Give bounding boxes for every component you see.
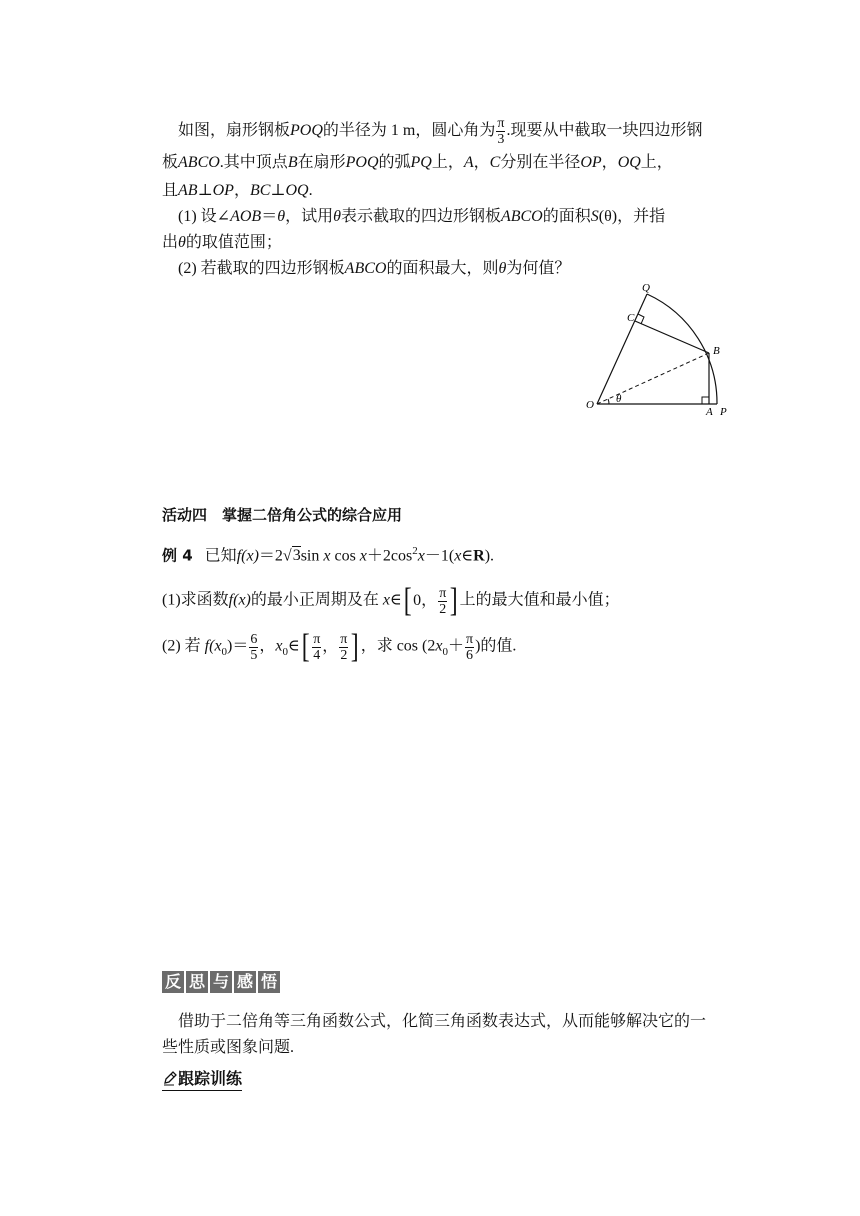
text: BC⊥OQ: [249, 182, 309, 199]
text: ∈: [461, 547, 474, 565]
segment-bc: [635, 321, 709, 353]
example-label: 例 4: [162, 546, 193, 565]
text: ABCO: [500, 208, 543, 225]
text: θ: [277, 208, 286, 225]
text: A: [463, 154, 474, 171]
den: 2: [340, 647, 348, 663]
text: 表示截取的四边形钢板: [340, 208, 501, 225]
text: 分别在半径: [500, 154, 581, 171]
reflection-line-2: [162, 1037, 732, 1059]
text: f(x): [236, 547, 259, 565]
text: AOB: [230, 208, 262, 225]
tag-char: 悟: [258, 971, 280, 993]
label-p: P: [720, 406, 727, 418]
text: ，: [601, 154, 618, 171]
text: 为何值？: [506, 260, 571, 277]
text: 的取值范围；: [185, 234, 282, 251]
pencil-icon: [162, 1070, 178, 1086]
fraction: [249, 632, 258, 663]
text: )的值.: [475, 637, 517, 655]
text: (2) 若截取的四边形钢板: [178, 260, 345, 277]
tag-char: 与: [210, 971, 232, 993]
example4-part1: [162, 584, 732, 618]
radius-oq: [597, 294, 647, 404]
text: B: [287, 154, 298, 171]
text: 上，: [640, 154, 673, 171]
text: x: [417, 547, 425, 565]
text: x: [275, 637, 283, 655]
text: 已知: [204, 547, 237, 565]
text: ∈: [390, 591, 402, 609]
text: (1)求函数: [162, 591, 229, 609]
text: ，: [233, 182, 250, 199]
text: 的面积最大，则: [386, 260, 499, 277]
text: sin: [300, 547, 320, 565]
interval: [ $\frac{\pi}{4}$ ， $\frac{\pi}{2}$ ]: [301, 628, 359, 665]
text: θ: [498, 260, 507, 277]
text: (1) 设∠: [178, 208, 231, 225]
text: x: [435, 637, 443, 655]
part1-line-1: [162, 206, 732, 228]
text: 借助于二倍角等三角函数公式，化简三角函数表达式，从而能够解决它的一: [178, 1013, 707, 1030]
den: 2: [439, 601, 447, 617]
subscript: 0: [282, 645, 289, 658]
text: (θ)，并指: [598, 208, 666, 225]
text: ，求 cos (2: [360, 637, 436, 655]
segment-ob-dashed: [597, 353, 709, 404]
text: OP: [580, 154, 602, 171]
text: f(x: [204, 637, 222, 655]
arc-pq: [647, 294, 717, 404]
subscript: 0: [442, 645, 448, 658]
part1-line-2: [162, 232, 732, 254]
text: .其中顶点: [219, 154, 288, 171]
example4-line: [162, 540, 732, 567]
text: ∈: [288, 637, 300, 655]
text: 板: [162, 154, 179, 171]
text: 出: [162, 234, 179, 251]
num: π: [465, 631, 474, 647]
num: π: [340, 631, 348, 647]
superscript: 2: [412, 545, 418, 557]
subscript: 0: [221, 645, 228, 658]
text: (2) 若: [162, 637, 201, 655]
reflection-tag: [162, 971, 280, 993]
text: R: [473, 547, 485, 565]
fraction: [438, 586, 447, 617]
problem-line-2: [162, 152, 732, 174]
num: π: [497, 116, 505, 131]
num: π: [439, 585, 447, 601]
text: θ: [333, 208, 341, 225]
text: x: [454, 547, 462, 565]
text: 上，: [431, 154, 464, 171]
text: 的最小正周期及在: [250, 591, 379, 609]
text: C: [489, 154, 501, 171]
text: 如图，扇形钢板: [178, 122, 291, 140]
text: 些性质或图象问题.: [162, 1039, 295, 1056]
text: ，: [322, 638, 339, 655]
text: ＝: [261, 208, 278, 225]
text: x: [359, 547, 367, 565]
label-o: O: [586, 399, 594, 411]
text: ABCO: [344, 260, 387, 277]
label-c: C: [627, 312, 635, 324]
tracking-training-heading: [162, 1066, 242, 1091]
num: 6: [250, 631, 258, 647]
angle-arc-theta: [608, 399, 609, 404]
text: ＋: [447, 637, 464, 655]
text: ，: [473, 154, 490, 171]
text: x: [323, 547, 331, 565]
text: 上的最大值和最小值；: [459, 591, 620, 609]
text: POQ: [290, 122, 323, 140]
text: 的弧: [378, 154, 411, 171]
text: POQ: [345, 154, 379, 171]
label-a: A: [706, 406, 713, 418]
text: cos: [334, 547, 356, 565]
label-theta: θ: [616, 393, 622, 405]
fraction: [465, 632, 474, 663]
fraction: [339, 632, 348, 663]
text: 且: [162, 182, 179, 199]
text: 的半径为 1 m，圆心角为: [322, 122, 496, 140]
part2-line: [162, 258, 732, 280]
reflection-line-1: [162, 1011, 732, 1033]
den: 6: [466, 647, 474, 663]
sector-figure: [580, 280, 740, 420]
text: θ: [178, 234, 186, 251]
text: ).: [484, 547, 495, 565]
fraction: [312, 632, 321, 663]
den: 5: [250, 647, 258, 663]
example4-part2: [162, 630, 732, 664]
text: ，试用: [285, 208, 334, 225]
num: π: [313, 631, 321, 647]
text: OQ: [617, 154, 641, 171]
text: 3: [292, 547, 301, 565]
tag-char: 感: [234, 971, 256, 993]
den: 3: [497, 132, 505, 147]
text: .: [308, 182, 313, 199]
fraction-pi-over-3: [496, 116, 505, 147]
sqrt-sign: √: [282, 547, 292, 565]
text: ＝2: [258, 547, 283, 565]
label-b: B: [713, 345, 720, 357]
label-q: Q: [642, 282, 650, 294]
tracking-label: 跟踪训练: [178, 1069, 243, 1088]
text: ABCO: [178, 154, 220, 171]
text: ，: [259, 637, 276, 655]
text: 的面积: [542, 208, 591, 225]
tag-char: 思: [186, 971, 208, 993]
den: 4: [313, 647, 321, 663]
text: S: [590, 208, 599, 225]
problem-line-1: [162, 116, 732, 147]
text: ＋2cos: [366, 547, 413, 565]
text: 在扇形: [297, 154, 346, 171]
interval: [ 0， $\frac{\pi}{2}$ ]: [403, 582, 458, 619]
text: )＝: [227, 637, 249, 655]
text: －1(: [424, 547, 455, 565]
text: f(x): [228, 591, 251, 609]
text: AB⊥OP: [178, 182, 234, 199]
activity-heading: 活动四 掌握二倍角公式的综合应用: [162, 506, 403, 524]
text: x: [382, 591, 390, 609]
problem-line-3: [162, 180, 732, 202]
text: .现要从中截取一块四边形钢: [506, 122, 703, 140]
text: PQ: [410, 154, 432, 171]
text: 0，: [413, 592, 438, 609]
tag-char: 反: [162, 971, 184, 993]
right-angle-a: [702, 397, 709, 404]
